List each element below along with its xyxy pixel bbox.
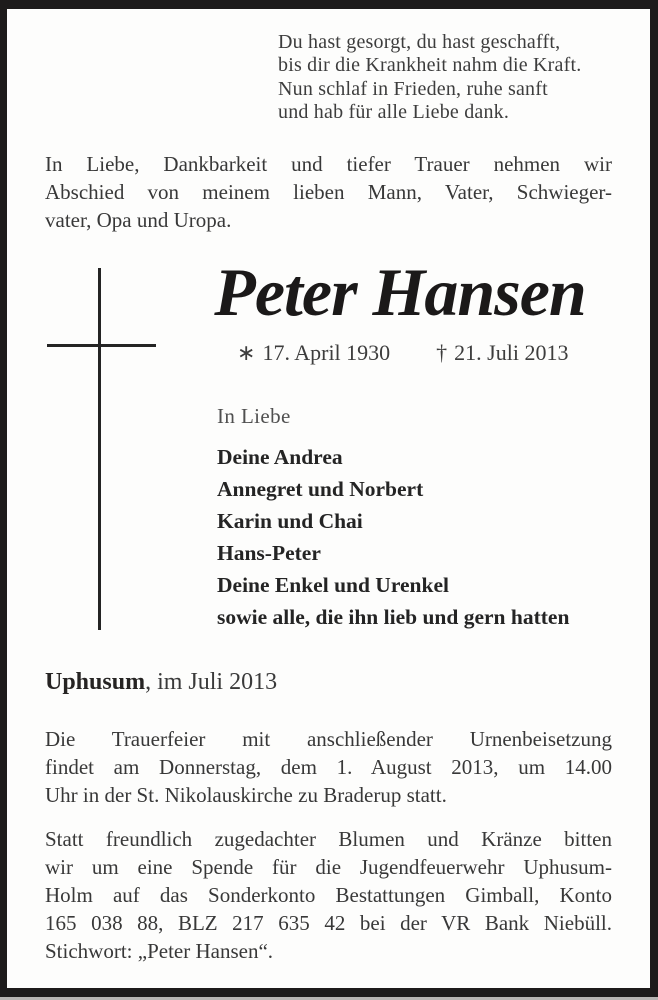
donation-line: wir um eine Spende für die Jugendfeuerwehr Uphusum- <box>45 855 612 879</box>
mourner-name: Deine Enkel und Urenkel <box>217 573 449 597</box>
deceased-name: Peter Hansen <box>214 254 586 330</box>
verse-line: bis dir die Krankheit nahm die Kraft. <box>278 54 582 77</box>
mourners-heading: In Liebe <box>217 404 291 428</box>
verse-line: und hab für alle Liebe dank. <box>278 101 510 124</box>
birth-date <box>237 340 390 366</box>
opening-verse <box>278 31 581 125</box>
cross-icon-vertical-bar <box>98 268 101 630</box>
death-date <box>436 340 568 366</box>
intro-paragraph <box>45 150 612 234</box>
mourner-name: Annegret und Norbert <box>217 477 424 501</box>
dateline-place: Uphusum <box>45 669 146 695</box>
intro-line: vater, Opa und Uropa. <box>45 208 232 232</box>
donation-line: Statt freundlich zugedachter Blumen und Kränze bitten <box>45 827 612 851</box>
dateline <box>45 669 277 696</box>
donation-paragraph <box>45 825 612 965</box>
donation-line: Stichwort: „Peter Hansen“. <box>45 939 274 963</box>
frame-border-top <box>0 0 658 9</box>
life-dates <box>237 340 568 366</box>
verse-line: Nun schlaf in Frieden, ruhe sanft <box>278 77 548 100</box>
verse-line: Du hast gesorgt, du hast geschafft, <box>278 31 561 53</box>
death-dagger-icon: † <box>436 340 448 365</box>
cross-icon-horizontal-bar <box>47 344 156 347</box>
donation-line: Holm auf das Sonderkonto Bestattungen Gimball, Konto <box>45 883 612 907</box>
funeral-line: findet am Donnerstag, dem 1. August 2013, um 14.00 <box>45 755 612 779</box>
intro-line: In Liebe, Dankbarkeit und tiefer Trauer nehmen wir <box>45 152 612 176</box>
funeral-line: Die Trauerfeier mit anschließender Urnenbeisetzung <box>45 727 612 751</box>
frame-border-left <box>0 0 7 997</box>
birth-date-text: 17. April 1930 <box>262 340 391 365</box>
dateline-date: , im Juli 2013 <box>145 669 278 695</box>
mourner-name: Hans-Peter <box>217 541 321 565</box>
birth-star-icon: ∗ <box>237 340 256 365</box>
donation-line: 165 038 88, BLZ 217 635 42 bei der VR Bank Niebüll. <box>45 911 612 935</box>
mourners-list <box>217 441 569 633</box>
frame-border-right <box>650 0 658 997</box>
mourner-name: Karin und Chai <box>217 509 363 533</box>
mourner-name: Deine Andrea <box>217 445 343 469</box>
intro-line: Abschied von meinem lieben Mann, Vater, Schwieger- <box>45 180 612 204</box>
mourner-name: sowie alle, die ihn lieb und gern hatten <box>217 605 570 629</box>
funeral-paragraph <box>45 725 612 809</box>
frame-border-bottom <box>0 988 658 997</box>
death-date-text: 21. Juli 2013 <box>454 340 569 365</box>
funeral-line: Uhr in der St. Nikolauskirche zu Braderup statt. <box>45 783 447 807</box>
